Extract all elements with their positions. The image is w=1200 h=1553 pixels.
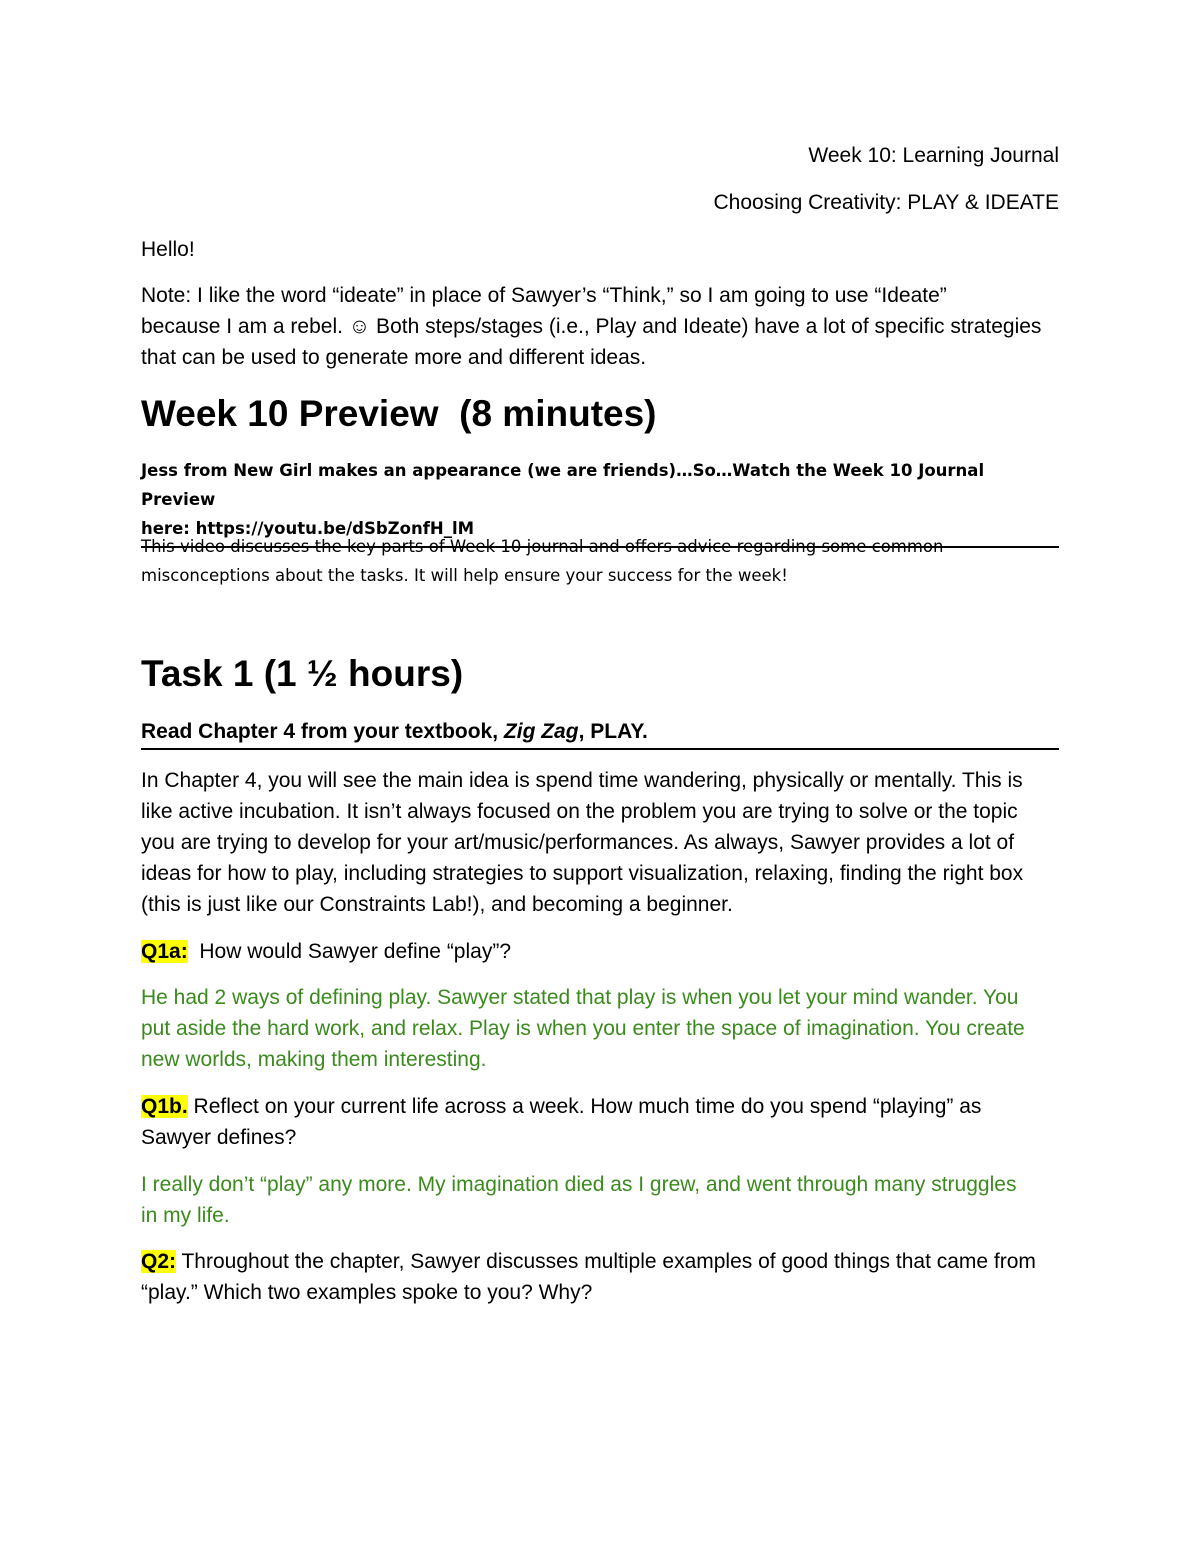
note-line: that can be used to generate more and different ideas. (141, 346, 647, 369)
preview-description (141, 532, 1059, 590)
preview-heading: Week 10 Preview (8 minutes) (141, 393, 657, 434)
note-line: because I am a rebel. ☺ Both steps/stages (i.e., Play and Ideate) have a lot of specific strategies (141, 315, 1042, 338)
q2-question-text: Throughout the chapter, Sawyer discusses multiple examples of good things that came from (176, 1250, 1036, 1273)
q1a-answer-line: put aside the hard work, and relax. Play is when you enter the space of imagination. You create (141, 1017, 1025, 1040)
q1b-question (141, 1091, 1059, 1153)
task1-line: ideas for how to play, including strategies to support visualization, relaxing, finding the right box (141, 862, 1024, 885)
q2-question (141, 1246, 1059, 1308)
note-paragraph (141, 280, 1059, 373)
greeting: Hello! (141, 238, 195, 261)
header-subtitle: Choosing Creativity: PLAY & IDEATE (713, 191, 1059, 214)
task1-paragraph (141, 765, 1059, 920)
task1-line: like active incubation. It isn’t always focused on the problem you are trying to solve or the topic (141, 800, 1018, 823)
task1-heading: Task 1 (1 ½ hours) (141, 653, 464, 694)
note-line: Note: I like the word “ideate” in place of Sawyer’s “Think,” so I am going to use “Ideate” (141, 284, 947, 307)
reading-prefix: Read Chapter 4 from your textbook, (141, 720, 504, 743)
preview-link[interactable]: here: https://youtu.be/dSbZonfH_lM (141, 519, 475, 538)
book-title: Zig Zag (503, 720, 579, 743)
q1a-question-text: How would Sawyer define “play”? (187, 940, 512, 963)
task1-line: (this is just like our Constraints Lab!), and becoming a beginner. (141, 893, 733, 916)
preview-instruction-line: Jess from New Girl makes an appearance (we are friends)…So…Watch the Week 10 Journal Preview (141, 461, 985, 509)
q1b-answer (141, 1169, 1059, 1231)
q1b-answer-line: I really don’t “play” any more. My imagination died as I grew, and went through many struggles (141, 1173, 1017, 1196)
q1b-label: Q1b. (141, 1095, 188, 1118)
preview-description-line: This video discusses the key parts of Week 10 journal and offers advice regarding some common (141, 537, 944, 556)
q2-question-line: “play.” Which two examples spoke to you? Why? (141, 1281, 593, 1304)
task1-line: you are trying to develop for your art/music/performances. As always, Sawyer provides a lot of (141, 831, 1015, 854)
q1b-answer-line: in my life. (141, 1204, 230, 1227)
q2-question-line (141, 1246, 1059, 1277)
q1a-answer-line: He had 2 ways of defining play. Sawyer stated that play is when you let your mind wander. You (141, 986, 1019, 1009)
header-title: Week 10: Learning Journal (808, 144, 1059, 167)
task1-reading-text (141, 717, 1059, 746)
q1a-question (141, 936, 1059, 967)
q1a-answer-line: new worlds, making them interesting. (141, 1048, 487, 1071)
q2-label: Q2: (141, 1250, 177, 1273)
task1-line: In Chapter 4, you will see the main idea is spend time wandering, physically or mentally. This is (141, 769, 1023, 792)
q1b-question-text: Reflect on your current life across a week. How much time do you spend “playing” as (187, 1095, 982, 1118)
q1b-question-line: Sawyer defines? (141, 1126, 297, 1149)
q1b-question-line (141, 1091, 1059, 1122)
preview-description-line: misconceptions about the tasks. It will help ensure your success for the week! (141, 566, 788, 585)
q1a-answer (141, 982, 1059, 1075)
task1-reading (141, 717, 1059, 750)
q1a-label: Q1a: (141, 940, 188, 963)
reading-suffix: , PLAY. (578, 720, 648, 743)
